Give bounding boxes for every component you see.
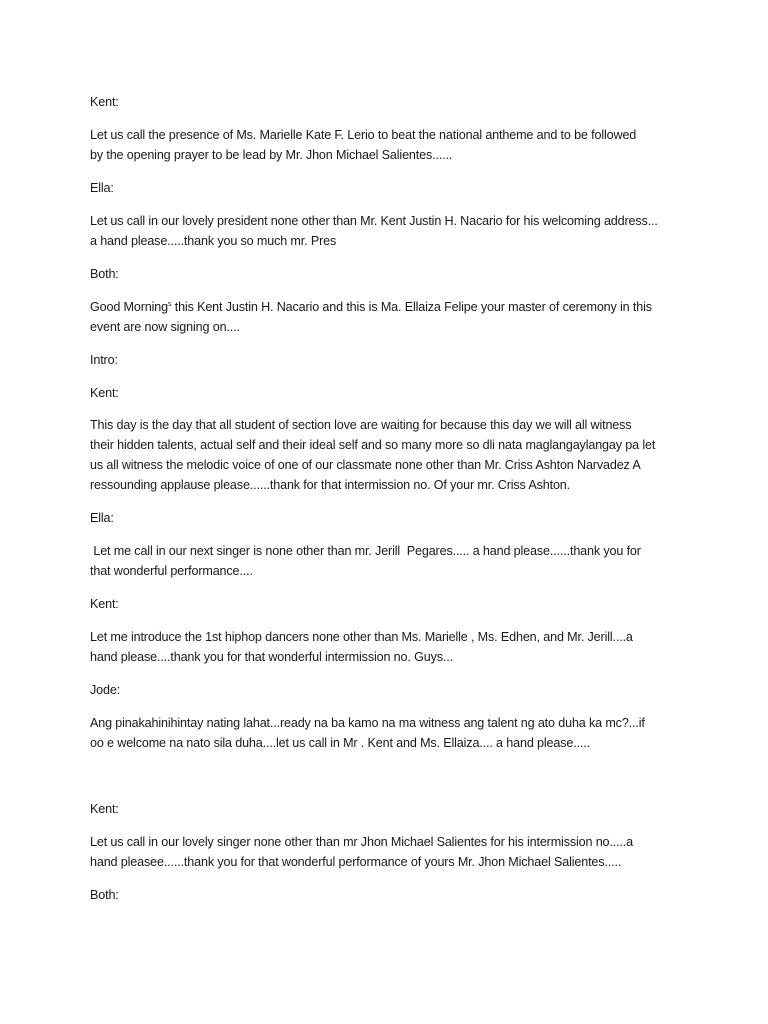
paragraph-line: a hand please.....thank you so much mr. Pres [90,234,337,248]
paragraph-line: Let us call in our lovely singer none other than mr Jhon Michael Salientes for his intermission no.....a [90,835,634,849]
paragraph-line: Let me call in our next singer is none other than mr. Jerill Pegares..... a hand please......thank you for [90,544,641,558]
speaker-label: Kent: [90,597,119,611]
speaker-label: Intro: [90,353,118,367]
paragraph-line: oo e welcome na nato sila duha....let us call in Mr . Kent and Ms. Ellaiza.... a hand please..... [90,736,590,750]
paragraph-line: event are now signing on.... [90,320,240,334]
greeting-continuation: this Kent Justin H. Nacario and this is Ma. Ellaiza Felipe your master of ceremony in this [171,300,652,314]
paragraph-line [90,297,652,317]
speaker-label: Ella: [90,511,114,525]
speaker-label: Both: [90,267,119,281]
paragraph-line: This day is the day that all student of section love are waiting for because this day we will all witness [90,418,632,432]
paragraph-line: us all witness the melodic voice of one of our classmate none other than Mr. Criss Ashton Narvadez A [90,458,641,472]
speaker-label: Kent: [90,802,119,816]
paragraph-line: hand pleasee......thank you for that wonderful performance of yours Mr. Jhon Michael Salientes..... [90,855,622,869]
speaker-label: Kent: [90,386,119,400]
paragraph-line: hand please....thank you for that wonderful intermission no. Guys... [90,650,453,664]
paragraph-line: by the opening prayer to be lead by Mr. Jhon Michael Salientes...... [90,148,453,162]
paragraph-line: Let us call in our lovely president none other than Mr. Kent Justin H. Nacario for his welcoming address... [90,214,658,228]
paragraph-line: Let us call the presence of Ms. Marielle Kate F. Lerio to beat the national antheme and to be followed [90,128,637,142]
speaker-label: Both: [90,888,119,902]
paragraph-line: ressounding applause please......thank for that intermission no. Of your mr. Criss Ashton. [90,478,571,492]
paragraph-line: that wonderful performance.... [90,564,253,578]
speaker-label: Jode: [90,683,121,697]
superscript-mark: s [168,301,172,308]
speaker-label: Ella: [90,181,114,195]
speaker-label: Kent: [90,95,119,109]
paragraph-line: Let me introduce the 1st hiphop dancers none other than Ms. Marielle , Ms. Edhen, and Mr. Jerill....a [90,630,633,644]
greeting-text: Good Morning [90,300,169,314]
paragraph-line: their hidden talents, actual self and their ideal self and so many more so dli nata maglangaylangay pa let [90,438,656,452]
paragraph-line: Ang pinakahinihintay nating lahat...ready na ba kamo na ma witness ang talent ng ato duha ka mc?...if [90,716,645,730]
